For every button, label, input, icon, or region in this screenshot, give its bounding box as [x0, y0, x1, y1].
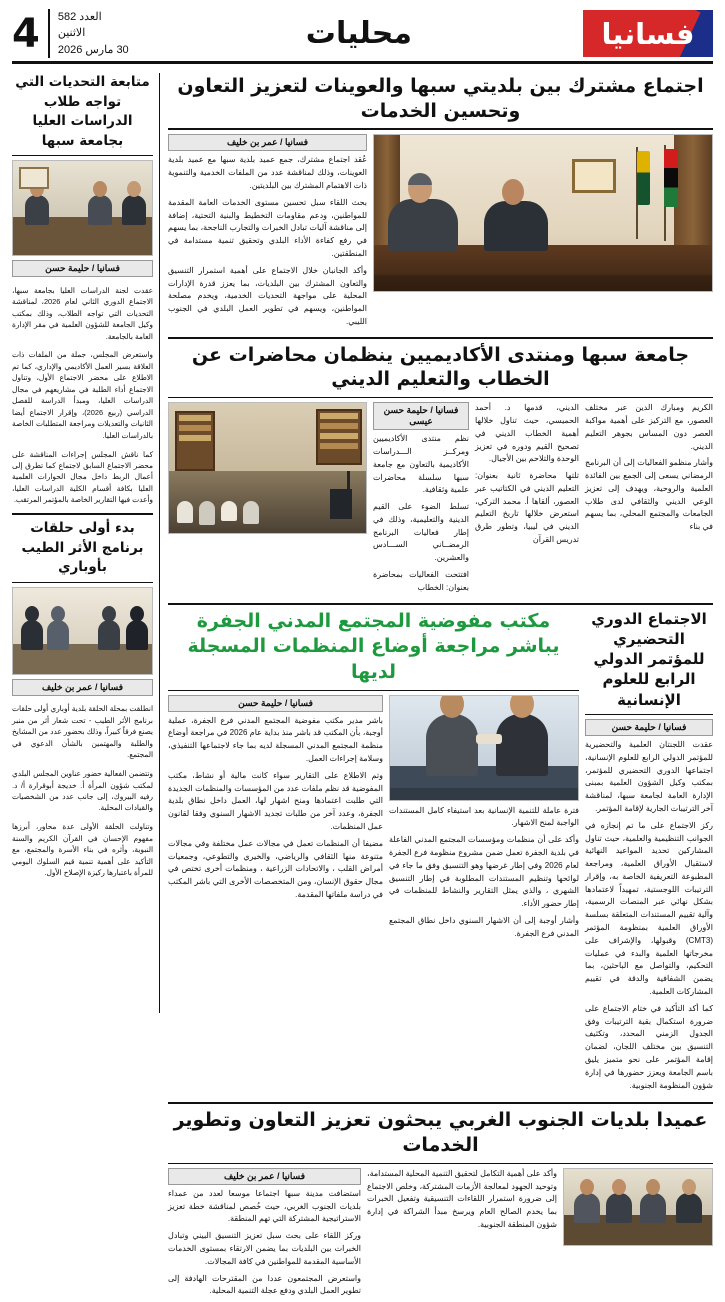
story-photo-meeting: [373, 134, 713, 292]
paragraph: افتتحت الفعاليات بمحاضرة بعنوان: الخطاب: [373, 570, 469, 592]
section-title: محليات: [305, 16, 412, 51]
story-university-lectures: [168, 337, 713, 599]
side-story-graduate-studies: [12, 73, 153, 506]
story-text-column: [475, 402, 579, 599]
paragraph: بحث اللقاء سبل تحسين مستوى الخدمات العامة المقدمة للمواطنين، ودعم مقاومات التخطيط والبنية التحتية، إضافة إلى مناقشة آليات تبادل الخبرات والتجارب الناجحة، بما يسهم في رفع كفاءة الأداء البلدي وتحقيق تنمية مستدامة في المنطقتين.: [168, 197, 367, 258]
paragraph: واستعرض المجلس، جملة من الملفات ذات العلاقة بسير العمل الأكاديمي والإداري، كما تم الاطلاع على محضر الاجتماع الأول، وتناول الاجتماع أداء الطلبة في مشاريعهم في مجال الدراسات العليا، ومبدأ الدراسة للفصل الدراسي (ربيع 2026)، وإقرار الاجتماع أيضا الثانيات والتعديلات ومراجعة المتطلبات الخاصة بالدراسات العليا.: [12, 350, 153, 440]
story-headline: بدء أولى حلقات برنامج الأثر الطيب بأوباري: [21, 520, 144, 576]
paragraph: نظم منتدى الأكاديميين ومركــز الـــدراسات الأكاديمية بالتعاون مع جامعة سبها سلسلة محاضرات علمية وثقافية.: [373, 434, 469, 495]
story-headline: عميدا بلديات الجنوب الغربي يبحثون تعزيز التعاون وتطوير الخدمات: [173, 1109, 708, 1157]
story-text-column: [367, 1168, 557, 1236]
paragraph: وتتضمن الفعالية حضور عناوين المجلس البلدي لمكتب شؤون المرأة أ. خديجة أبوقرارة أ/ د. رفيه البيروك، إلى جانب عدد من الشخصيات والقيادات المحلية.: [12, 769, 153, 813]
byline: فسانيا / حليمة حسن: [168, 695, 383, 712]
paragraph: وأكد على أهمية التكامل لتحقيق التنمية المحلية المستدامة، وتوحيد الجهود لمعالجة الأزمات المشتركة، وخلص الاجتماع إلى ضرورة استمرار اللقاءات التنسيقية وتفعيل الخبرات بما يخدم الصالح العام ويرسخ مبدأ الشراكة في إدارة شؤون المنطقة الجنوبية.: [367, 1168, 557, 1229]
divider: [168, 1163, 713, 1164]
paragraph: وأكد الجانبان خلال الاجتماع على أهمية استمرار التنسيق والتعاون المشترك بين البلديات، بما يعزز قدرة الإدارات المحلية على مواجهة التحديات الخدمية، ويخدم مصلحة المواطنين، ويسهم في تطوير العمل البلدي في الجنوب الليبي.: [168, 265, 367, 326]
byline: فسانيا / حليمة حسن: [12, 260, 153, 277]
paragraph: تسلط الضوء على القيم الدينية والتعليمية، وذلك في إطار فعاليات البرنامج الرمضــاني الســـادس والعشرين.: [373, 502, 469, 563]
paragraph: عقدت لجنة الدراسات العليا بجامعة سبها، الاجتماع الدوري الثاني لعام 2026، لمناقشة التحديات التي تواجه الطلاب، وذلك بمكتب وكيل الجامعة للشؤون العلمية في مقر الإدارة العامة بالجامعة.: [12, 285, 153, 341]
paragraph: استضافت مدينة سبها اجتماعا موسعا لعدد من عمداء بلديات الجنوب الغربي، حيث خُصص لمناقشة خطة تعزيز الاستراتيجية المشتركة التي تهم المنطقة.: [168, 1188, 361, 1224]
side-photo-committee: [12, 160, 153, 256]
story-photo-mayors-meeting: [563, 1168, 713, 1246]
divider: [168, 337, 713, 339]
paragraph: وأكد على أن منظمات ومؤسسات المجتمع المدني الفاعلة في بلدية الجفرة تعمل ضمن مشروع منظومة فرع الجفرة لعام 2026 وفي إطار غرضها وهو التنسيق وفق ما جاء في لوائحها وتنظيم المستندات المطلوبة في إطار التنسيق الشهري ، والذي يمثل التقارير والنشاط للمنظمات في إطار حضور الأداء.: [389, 835, 579, 909]
divider: [585, 714, 713, 715]
masthead: [12, 10, 713, 64]
story-headline: الاجتماع الدوري التحضيري للمؤتمر الدولي الرابع للعلوم الإنسانية: [591, 609, 707, 709]
divider: [12, 513, 153, 515]
story-photo-lecture-hall: [168, 402, 367, 534]
side-photo-women-gathering: [12, 587, 153, 675]
divider: [12, 582, 153, 583]
issue-lines: [48, 9, 129, 59]
divider: [168, 128, 713, 130]
issue-date: 30 مارس 2026: [57, 43, 129, 56]
story-photo-handshake: [389, 695, 579, 801]
story-headline: مكتب مفوضية المجتمع المدني الجفرة يباشر مراجعة أوضاع المنظمات المسجلة لديها: [187, 609, 560, 683]
story-text-column: [585, 402, 713, 599]
byline: فسانيا / حليمة حسن: [585, 719, 713, 736]
paragraph: كما أكد التأكيد في ختام الاجتماع على ضرورة استكمال بقية الترتيبات وفق الجدول الزمني المحدد، وتكثيف التنسيق بين مختلف اللجان، لضمان إقامة المؤتمر على نحو متميز يليق باسم الجامعة ويعزز حضورها في إدارة شؤون المنظومة الجنوبية.: [585, 1003, 713, 1090]
main-column: [168, 70, 713, 1296]
story-text-column: [168, 1168, 361, 1302]
divider: [12, 155, 153, 156]
story-headline: اجتماع مشترك بين بلديتي سبها والعوينات لتعزيز التعاون وتحسين الخدمات: [177, 75, 704, 122]
story-southwest-mayors: [168, 1102, 713, 1302]
divider: [168, 397, 713, 398]
issue-weekday: الاثنين: [57, 27, 86, 40]
paragraph: باشر مدير مكتب مفوضية المجتمع المدني فرع الجفرة، عملية أوجبة، بأن المكتب قد باشر منذ بداية عام 2026 في مراجعة أوضاع منظمة المجتمع المدني المسجلة لديه بما جاء لاجتماعها التنفيذي، وسلامة إجراءات العمل.: [168, 715, 384, 763]
paragraph: الديني، قدمها د. أحمد الحميسي، حيث تناول خلالها أهمية الخطاب الديني في تصحيح القيم ودوره في تعزيز الوحدة والتلاحم بين الأجيال.: [475, 403, 579, 464]
paragraph: كما ناقش المجلس إجراءات المناقشة على محضر الاجتماع السابق لاجتماع كما تطرق إلى أعمال الربط داخل مجال الحوارات العلمية العليا بكافة أقسام الكلية الدراسات العليا، وأعدت فيها التقارير الخاصة بالمؤتمر المرتقب.: [12, 449, 153, 505]
logo-text: فسانيا: [601, 16, 695, 51]
paragraph: واستعرض المجتمعون عددا من المقترحات الهادفة إلى تطوير العمل البلدي ودفع عجلة التنمية المحلية.: [168, 1273, 361, 1296]
issue-number: العدد 582: [57, 10, 102, 23]
story-green-main: [168, 609, 579, 945]
side-story-good-impact-program: [12, 519, 153, 878]
story-text-column: [168, 134, 367, 332]
paragraph: عقدت اللجنتان العلمية والتحضيرية للمؤتمر الدولي الرابع للعلوم الإنسانية، اجتماعها الدوري التحضيري للمؤتمر، بمكتب وكيل الشؤون العلمية بمبنى الإدارة العامة لجامعة سبها، لمناقشة آخر الترتيبات الجارية لإقامة المؤتمر.: [585, 739, 713, 813]
paragraph: فترة عاملة للتنمية الإنسانية بعد استيفاء كامل المستندات الواجبة لمنح الاشهار.: [389, 805, 579, 828]
story-headline: جامعة سبها ومنتدى الأكاديميين ينظمان محاضرات عن الخطاب والتعليم الديني: [191, 343, 690, 391]
divider: [168, 603, 713, 605]
divider: [168, 1102, 713, 1104]
divider: [168, 690, 579, 691]
byline: فسانيا / حليمة حسن عيسى: [373, 402, 469, 430]
paragraph: ركز الاجتماع على ما تم إنجازه في الجوانب التنظيمية والعلمية، حيث تناول المشاركين تحديد المواعيد النهائية لاستقبال الأوراق العلمية، ومراجعة المطبوعة التعريفية الخاصة به، وإقرار الترتيبات اللوجستية، تمهيداً لاعتمادها بشكل نهائي عبر المنصات الرسمية، وآلية تقييم المستندات المتعلقة بسلسة الأوراق العلمية بمنظومة المؤتمر (CMT3) وقبولها، والإشراف على مخرجاتها العلمية والبدء في عمليات التحكيم، والتواصل مع الباحثين، بما يضمن الشفافية والدقة في تقييم المشاركات العلمية.: [585, 820, 713, 997]
paragraph: انطلقت بمحلة الحلقة بلدية أوباري أولى حلقات برنامج الأثر الطيب - تحت شعار أثر من منبر يصنع فرقاً كبيراً، وذلك بحضور عدد من المشايخ والطلبة والمهتمين بالشأن الدعوي في المجتمع.: [12, 704, 153, 760]
publication-logo: [583, 10, 713, 57]
story-sebha-owainat: [168, 74, 713, 333]
issue-info: [12, 10, 135, 57]
story-conference-column: [585, 609, 713, 1097]
story-photo-and-text: [389, 695, 579, 945]
page-body: [12, 70, 713, 1296]
byline: فسانيا / عمر بن خليف: [12, 679, 153, 696]
story-text-column: [168, 695, 383, 906]
paragraph: وأشار أوجبة إلى أن الاشهار السنوي داخل نطاق المجتمع المدني فرع الجفرة.: [389, 915, 579, 938]
paragraph: وركز اللقاء على بحث سبل تعزيز التنسيق البيني وتبادل الخبرات بين البلديات بما يضمن الارتقاء بمستوى الخدمات الأساسية المقدمة للمواطنين في كافة المجالات.: [168, 1231, 361, 1266]
paragraph: تلتها محاضرة ثانية بعنوان: التعليم الديني في الكتاتيب عبر العصور، ألقاها أ. محمد التركي، استعرض خلالها تاريخ التعليم الديني في ليبيا، وتطور طرق تدريس القرآن: [475, 471, 579, 545]
paragraph: وتم الاطلاع على التقارير سواء كانت مالية أو نشاط، مكتب المفوضية قد نظم ملفات عدد من المؤسسات والمنظمات الجديدة التي طلبت اعتمادها ومنح اشهار لها، العمل داخل نطاق بلدية الجفرة، وعدد آخر من طلبات تجديد الاشهار السنوي وفقا لقانون عمل المنظمات.: [168, 770, 383, 831]
byline: فسانيا / عمر بن خليف: [168, 1168, 361, 1185]
story-headline: متابعة التحديات التي تواجه طلاب الدراسات العليا بجامعة سبها: [15, 74, 150, 149]
paragraph: وأشار منظمو الفعاليات إلى أن البرنامج الرمضاني يسعى إلى الجمع بين الفائدة العلمية والروحية، ويهدف إلى تعزيز الوعي الديني والثقافي لدى طلاب الجامعات والمجتمع المحلي، بما يسهم في بناء: [585, 458, 713, 532]
page-number: 4: [12, 10, 40, 57]
story-text-column: [373, 402, 469, 599]
paragraph: عُقد اجتماع مشترك، جمع عميد بلدية سبها مع عميد بلدية العوينات، وذلك لمناقشة عدد من الملفات الخدمية والتنموية ذات الاهتمام المشترك بين البلديتين.: [168, 155, 367, 190]
paragraph: مضيفا أن المنظمات تعمل في مجالات عمل مختلفة وفي مجالات متنوعة منها الثقافي والرياضي، والخيري والتطوعي، وجمعيات أمراض القلب ، والاتحادات الزراعية ، ومنظمات أخرى تختص في مجال حقوق الإنسان، ومن المتخصصات الأخرى التي باشر المكتب في دراسة ملفاتها المقدمة.: [168, 838, 383, 899]
paragraph: وتناولت الحلقة الأولى عدة محاور، أبرزها مفهوم الإحسان في القرآن الكريم والسنة النبوية، وأثره في بناء الأسرة والمجتمع، مع التأكيد على أهمية تنمية قيم السلوك اليومي للمرأة باعتبارها ركيزة الإصلاح الأول.: [12, 822, 153, 878]
byline: فسانيا / عمر بن خليف: [168, 134, 367, 151]
paragraph: الكريم ومبارك الدين عبر مختلف العصور، مع التركيز على أهمية مواكبة العصر دون المساس بجوهر التعليم الديني.: [585, 403, 713, 451]
story-photo-group: [168, 402, 367, 599]
side-column: [12, 70, 160, 1010]
section-title-container: [135, 10, 583, 57]
story-civil-society: [168, 603, 713, 1097]
